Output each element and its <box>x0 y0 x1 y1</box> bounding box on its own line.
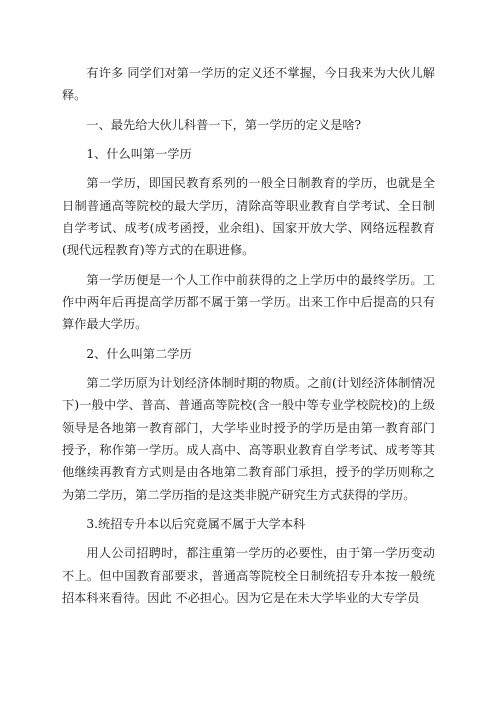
document-body <box>62 62 435 616</box>
paragraph-second-degree-definition: 第二学历原为计划经济体制时期的物质。之前(计划经济体制情况下)一般中学、普高、普通高等院校(含一般中等专业学校院校)的上级领导是各地第一教育部门，大学毕业时授予的学历是由第一教育部门授予，称作第一学历。成人高中、高等职业教育自学考试、成考等其他继续再教育方式则是由各地第二教育部门承担，授予的学历则称之为第二学历，第二学历指的是这类非脱产研究生方式获得的学历。 <box>62 376 435 502</box>
subheading-second-degree: 2、什么叫第二学历 <box>86 346 192 361</box>
paragraph-first-degree-timing: 第一学历便是一个人工作中前获得的之上学历中的最终学历。工作中两年后再提高学历都不属于第一学历。出来工作中后提高的只有算作最大学历。 <box>62 272 435 332</box>
paragraph-upgrade-bachelor: 用人公司招聘时，都注重第一学历的必要性，由于第一学历变动不上。但中国教育部要求，普通高等院校全日制统招专升本按一般统招本科来看待。因此 不必担心。因为它是在未大学毕业的大专学员 <box>62 546 435 605</box>
subheading-first-degree: 1、什么叫第一学历 <box>86 147 192 162</box>
intro-paragraph: 有许多 同学们对第一学历的定义还不掌握，今日我来为大伙儿解释。 <box>62 66 435 103</box>
subheading-upgrade-bachelor: 3.统招专升本以后究竟属不属于大学本科 <box>86 517 306 531</box>
paragraph-first-degree-definition: 第一学历，即国民教育系列的一般全日制教育的学历，也就是全日制普通高等院校的最大学历，清除高等职业教育自学考试、全日制自学考试、成考(成考函授，业余组)、国家开放大学、网络远程教育(现代远程教育)等方式的在职进修。 <box>62 176 435 258</box>
section-heading-1: 一、最先给大伙儿科普一下，第一学历的定义是啥? <box>86 117 362 132</box>
